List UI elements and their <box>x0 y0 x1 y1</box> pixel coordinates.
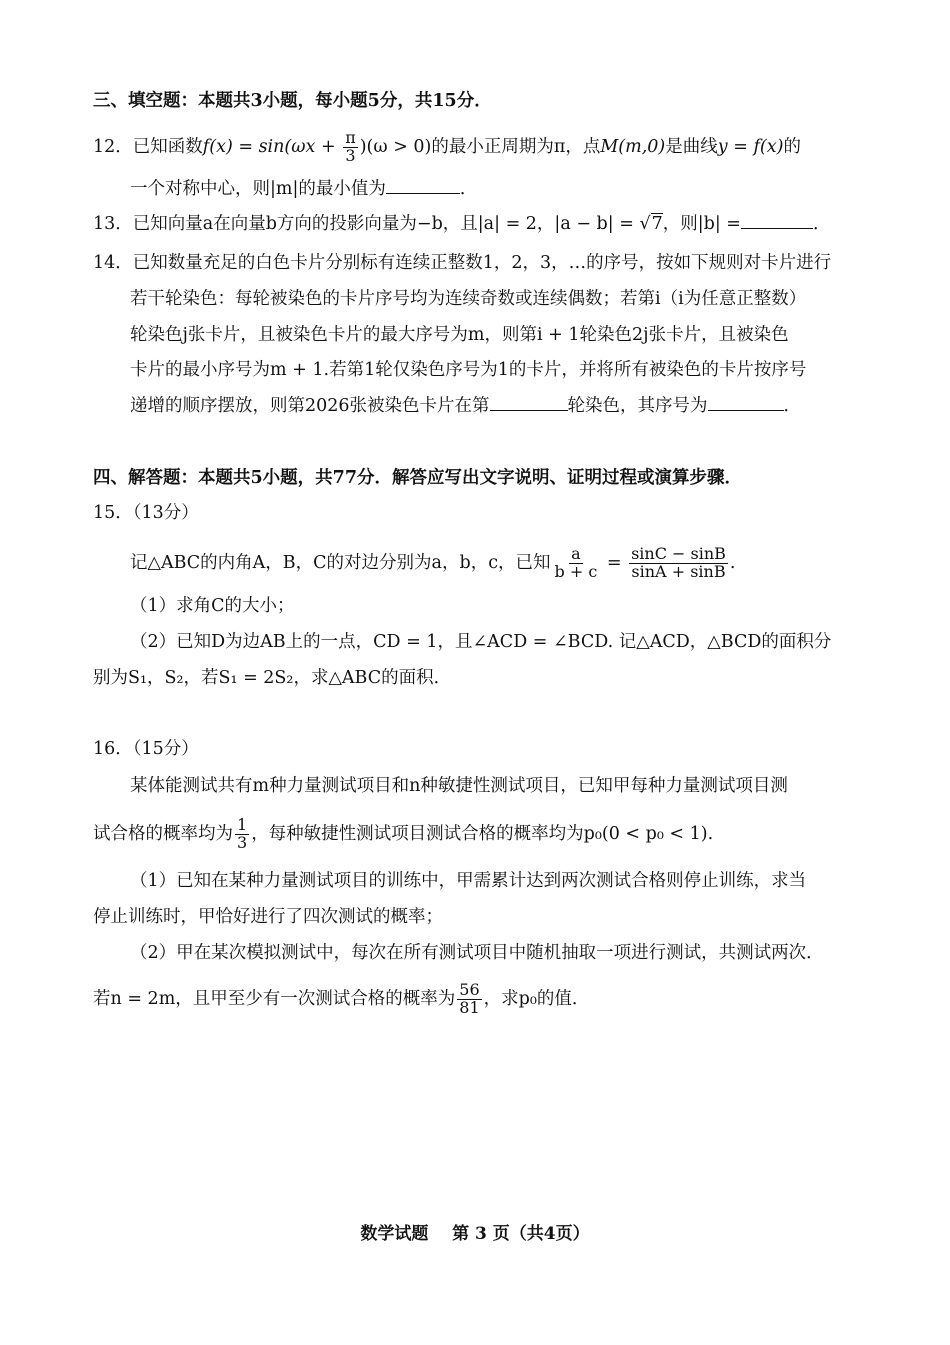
question-14-line4: 卡片的最小序号为m + 1.若第1轮仅染色序号为1的卡片，并将所有被染色的卡片按序号 <box>130 360 807 380</box>
page-footer: 数学试题 第 3 页（共4页） <box>360 1224 590 1244</box>
question-12-line2: 一个对称中心，则|m|的最小值为 ． <box>130 179 478 199</box>
question-16-part2-line2: 若n = 2m，且甲至少有一次测试合格的概率为 $\frac{56}{81}$ ，求p₀的值． <box>93 980 590 1017</box>
question-number: 13． <box>93 214 133 234</box>
question-number: 12． <box>93 136 133 157</box>
section3-header: 三、填空题：本题共3小题，每小题5分，共15分． <box>93 91 492 111</box>
fraction: $\frac{\sin C - \sin B}{\sin A + \sin B}$ <box>631 544 726 581</box>
fraction: $\frac{1}{3}$ <box>237 815 248 852</box>
answer-blank <box>708 396 784 411</box>
question-14-line3: 轮染色j张卡片，且被染色卡片的最大序号为m，则第i + 1轮染色2j张卡片，且被染色 <box>130 325 789 345</box>
question-14-line5: 递增的顺序摆放，则第2026张被染色卡片在第 轮染色，其序号为 ． <box>130 396 802 416</box>
question-16-part2-line1: （2）甲在某次模拟测试中，每次在所有测试项目中随机抽取一项进行测试，共测试两次． <box>130 943 824 963</box>
question-13: 13．已知向量a在向量b方向的投影向量为−b，且|a| = 2，|a − b| = √7，则|b| = ． <box>93 214 831 234</box>
answer-blank <box>386 179 460 194</box>
question-16-line2: 试合格的概率均为 $\frac{1}{3}$ ，每种敏捷性测试项目测试合格的概率均为p₀(0 < p₀ < 1). <box>93 815 714 852</box>
fraction: $\frac{a}{b + c}$ <box>554 544 598 581</box>
question-15-number: 15．（13分） <box>93 503 199 523</box>
question-16-line1: 某体能测试共有m种力量测试项目和n种敏捷性测试项目，已知甲每种力量测试项目测 <box>130 776 788 796</box>
question-15-part2-line1: （2）已知D为边AB上的一点，CD = 1，且∠ACD = ∠BCD. 记△ACD，△BCD的面积分 <box>130 632 832 652</box>
answer-blank <box>741 214 813 229</box>
question-15-intro: 记△ABC的内角A，B，C的对边分别为a，b，c，已知 $\frac{a}{b + c}$ = $\frac{\sin C - \sin B}{\sin A + \sin B}$ . <box>130 544 736 581</box>
question-number: 14． <box>93 253 133 273</box>
question-16-part1-line1: （1）已知在某种力量测试项目的训练中，甲需累计达到两次测试合格则停止训练，求当 <box>130 871 807 891</box>
fraction: $\frac{\pi}{3}$ <box>345 128 356 165</box>
question-16-part1-line2: 停止训练时，甲恰好进行了四次测试的概率； <box>93 907 443 927</box>
section4-header: 四、解答题：本题共5小题，共77分．解答应写出文字说明、证明过程或演算步骤． <box>93 468 743 488</box>
question-12-line1: 12．已知函数f(x) = sin(ωx + $\frac{\pi}{3}$ )(ω > 0)的最小正周期为π，点M(m,0)是曲线y = f(x)的 <box>93 128 801 165</box>
fraction: $\frac{56}{81}$ <box>459 980 480 1017</box>
question-14-line1: 14．已知数量充足的白色卡片分别标有连续正整数1，2，3，…的序号，按如下规则对卡片进行 <box>93 253 832 273</box>
question-15-part1: （1）求角C的大小； <box>130 596 295 616</box>
question-14-line2: 若干轮染色：每轮被染色的卡片序号均为连续奇数或连续偶数；若第i（i为任意正整数） <box>130 289 807 309</box>
answer-blank <box>490 396 568 411</box>
question-16-number: 16．（15分） <box>93 739 199 759</box>
question-15-part2-line2: 别为S₁，S₂，若S₁ = 2S₂，求△ABC的面积． <box>93 668 452 688</box>
